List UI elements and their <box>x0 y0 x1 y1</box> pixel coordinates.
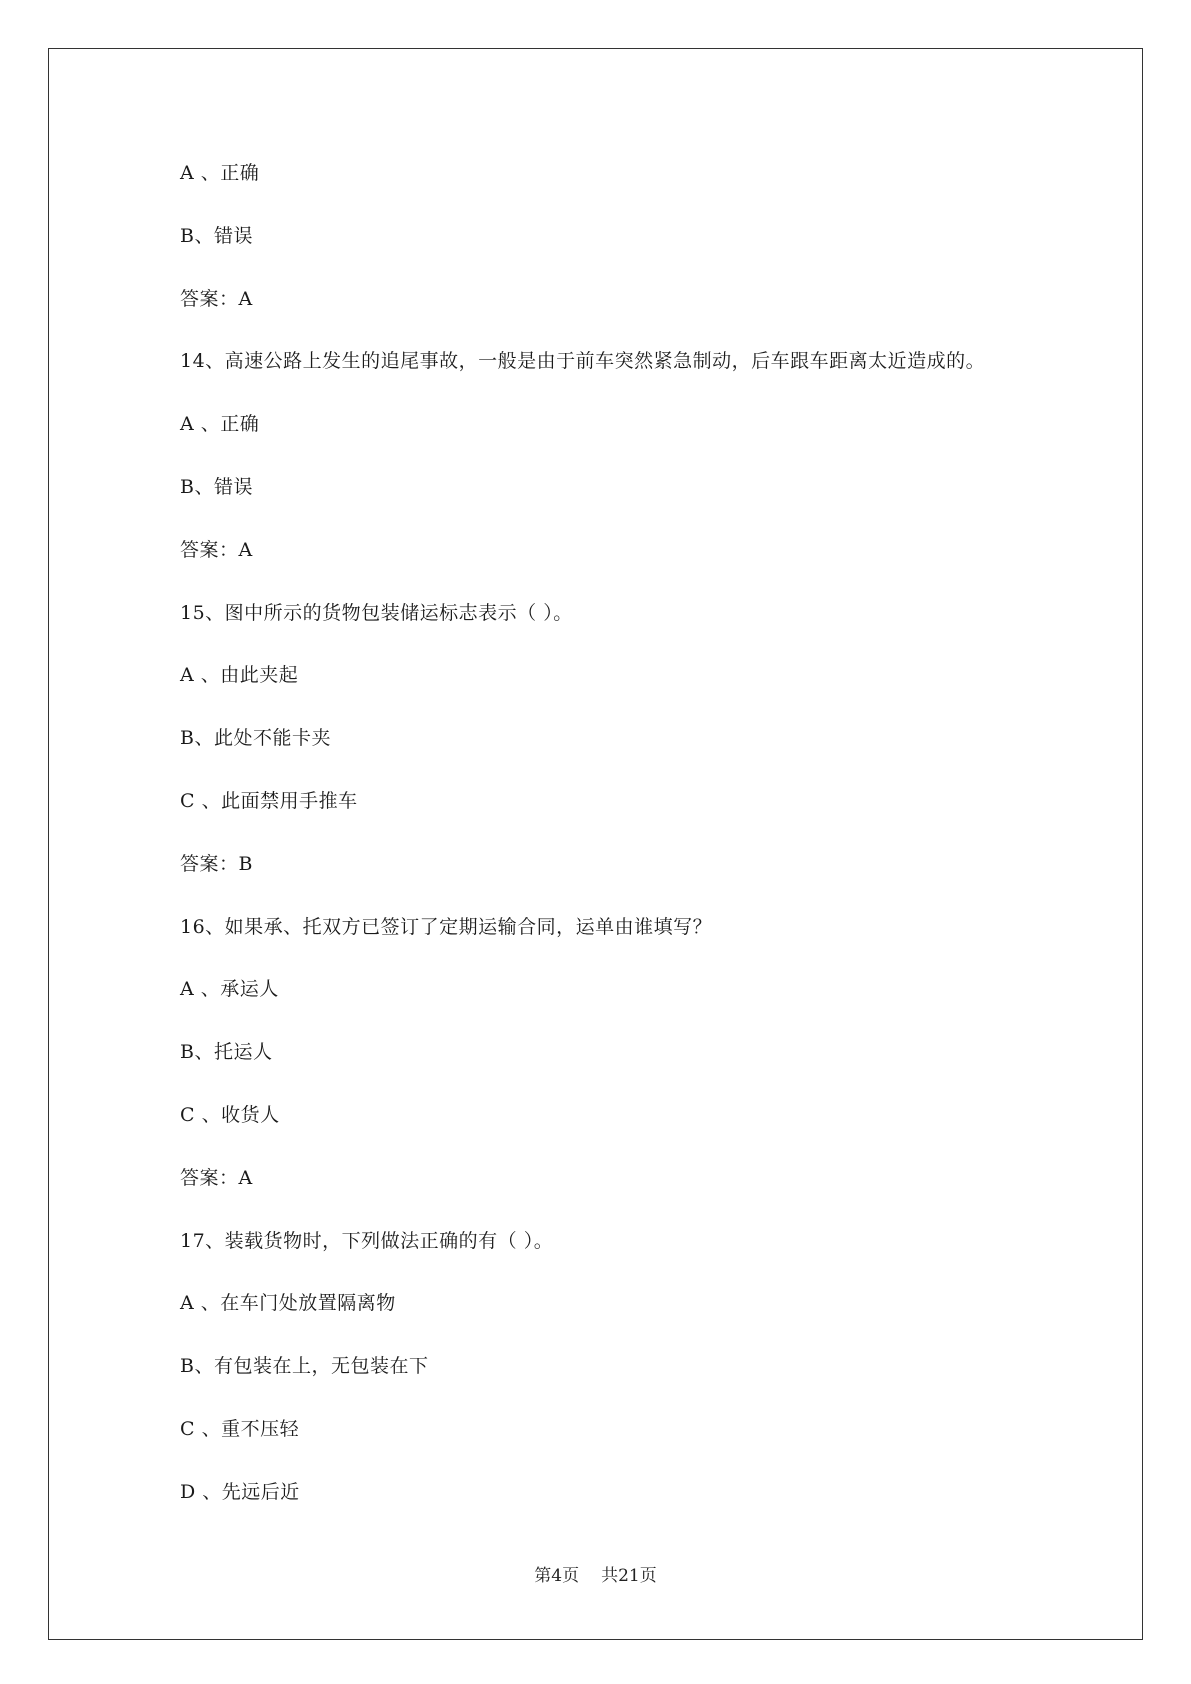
question-16: 16、如果承、托双方已签订了定期运输合同，运单由谁填写？ <box>180 915 713 938</box>
page-footer <box>0 1561 1191 1586</box>
option-c: C 、此面禁用手推车 <box>180 789 358 812</box>
option-c: C 、收货人 <box>180 1103 280 1126</box>
option-a: A 、正确 <box>180 413 260 436</box>
question-15: 15、图中所示的货物包装储运标志表示（ ）。 <box>180 601 573 624</box>
option-b: B、有包装在上，无包装在下 <box>180 1355 429 1378</box>
total-pages: 共21页 <box>601 1566 657 1586</box>
option-b: B、错误 <box>180 475 253 498</box>
question-14: 14、高速公路上发生的追尾事故，一般是由于前车突然紧急制动，后车跟车距离太近造成的。 <box>180 350 986 373</box>
current-page-number: 第4页 <box>534 1566 580 1586</box>
answer: 答案：A <box>180 287 253 310</box>
question-17: 17、装载货物时，下列做法正确的有（ ）。 <box>180 1229 554 1252</box>
option-a: A 、在车门处放置隔离物 <box>180 1292 396 1315</box>
option-b: B、错误 <box>180 224 253 247</box>
option-c: C 、重不压轻 <box>180 1417 300 1440</box>
document-content <box>180 158 1040 1540</box>
option-b: B、此处不能卡夹 <box>180 727 331 750</box>
option-b: B、托运人 <box>180 1041 273 1064</box>
option-a: A 、承运人 <box>180 978 279 1001</box>
option-d: D 、先远后近 <box>180 1480 300 1503</box>
answer: 答案：B <box>180 852 253 875</box>
option-a: A 、由此夹起 <box>180 664 299 687</box>
option-a: A 、正确 <box>180 162 260 184</box>
answer: 答案：A <box>180 538 253 561</box>
answer: 答案：A <box>180 1166 253 1189</box>
